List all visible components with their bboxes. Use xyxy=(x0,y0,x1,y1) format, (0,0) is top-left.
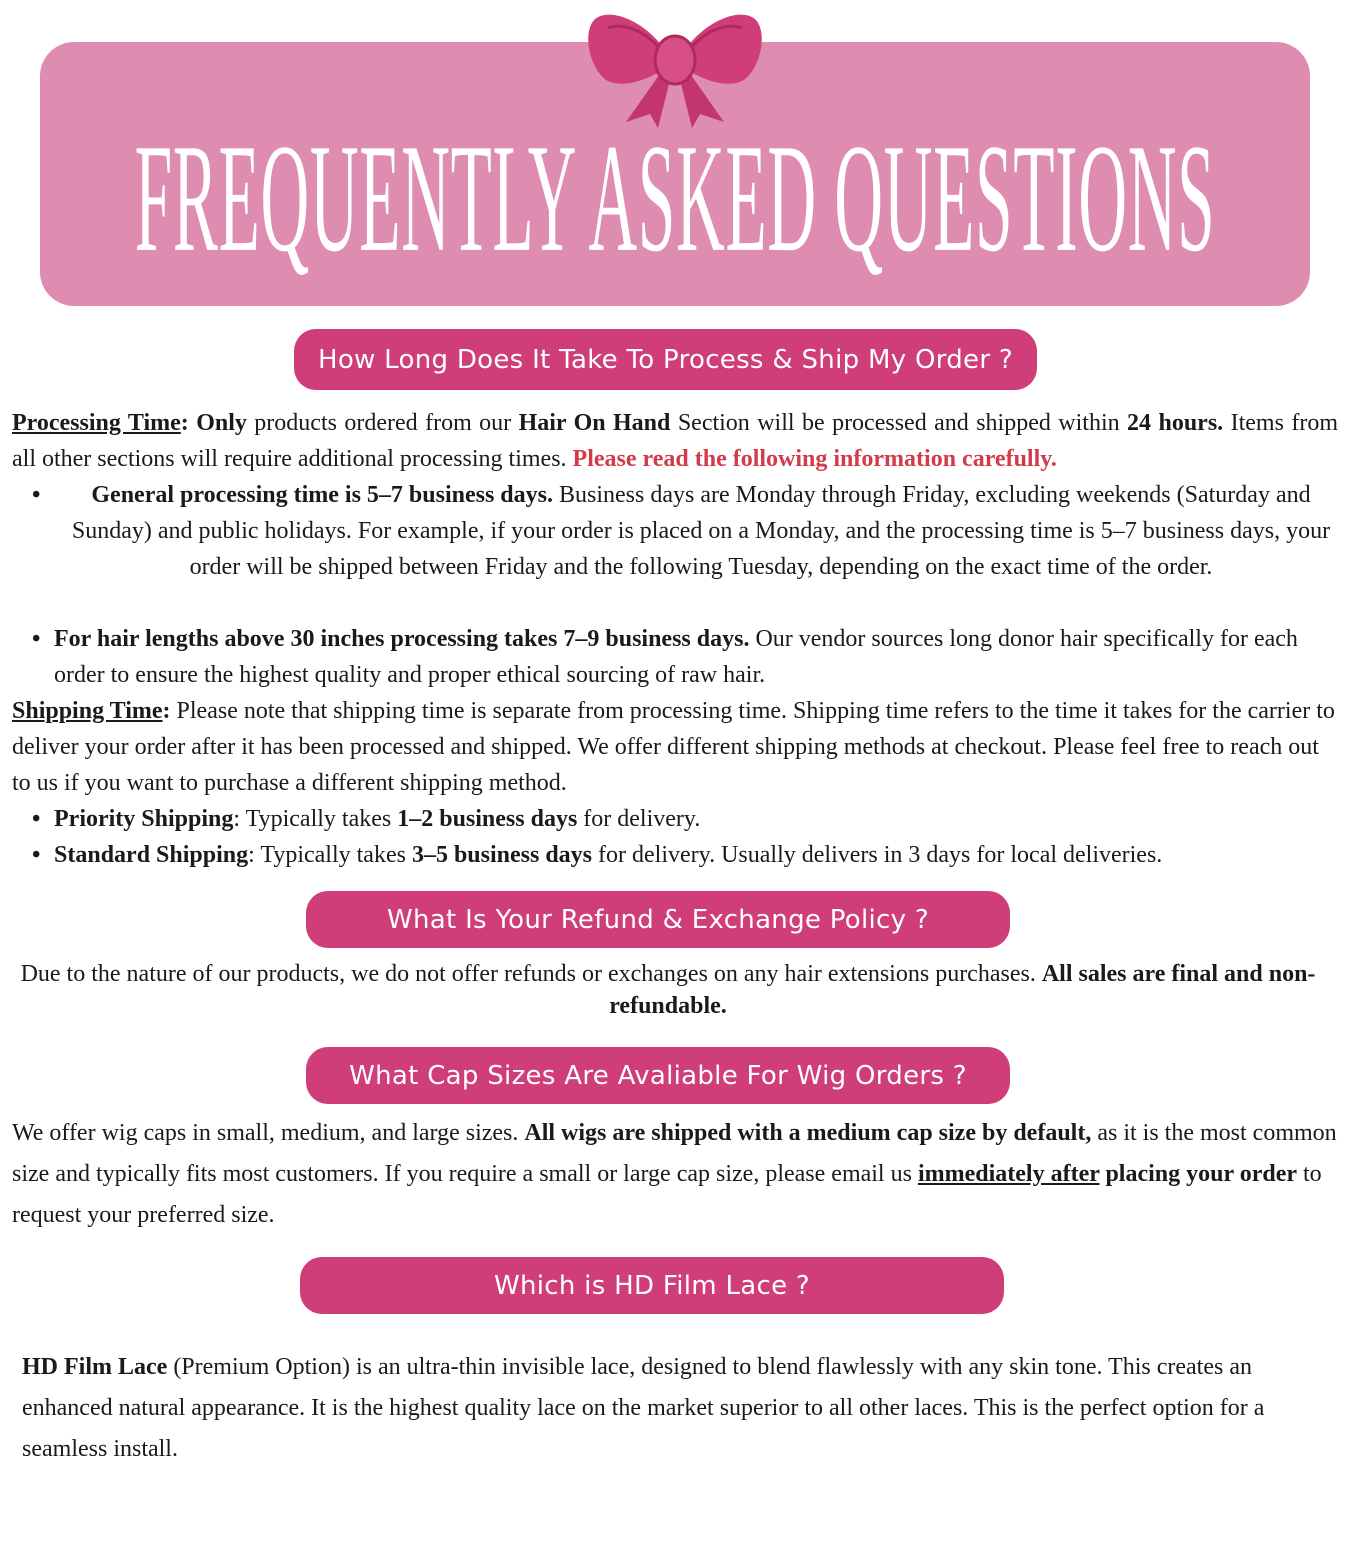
priority-shipping-item: • Priority Shipping: Typically takes 1–2 business days for delivery. xyxy=(32,806,701,832)
processing-text-2: Section will be processed and shipped within xyxy=(670,410,1128,436)
section-heading-text: What Cap Sizes Are Avaliable For Wig Orders ? xyxy=(349,1060,967,1091)
section-heading-cap-sizes xyxy=(306,1047,1010,1104)
processing-text-3: Items from all other sections will require additional processing times. xyxy=(12,410,1338,472)
shipping-option-name: Priority Shipping xyxy=(54,806,234,832)
shipping-option-text: for delivery. xyxy=(577,806,701,832)
shipping-option-name: Standard Shipping xyxy=(54,842,249,868)
section-heading-text: How Long Does It Take To Process & Ship My Order ? xyxy=(317,344,1013,375)
refund-paragraph xyxy=(8,958,1328,1022)
hair-on-hand-text: Hair On Hand xyxy=(518,410,671,436)
standard-shipping-item: • Standard Shipping: Typically takes 3–5 business days for delivery. Usually delivers in 3 days for local deliveries. xyxy=(32,842,1163,868)
shipping-time-paragraph: Shipping Time: Please note that shipping time is separate from processing time. Shipping time refers to the time it takes for the carrier to deliver your order after it has been processed and shipped. We offer different shipping methods at checkout. Please feel free to reach out to us if you want to purchase a different shipping method. xyxy=(12,698,1335,796)
section-heading-hd-lace xyxy=(300,1257,1004,1314)
shipping-option-days: 3–5 business days xyxy=(411,842,593,868)
processing-time-paragraph: Processing Time: Only products ordered from our Hair On Hand Section will be processed and shipped within 24 hours. Items from all other sections will require additional processing times. Please read the following information carefully. xyxy=(12,410,1338,472)
only-text: Only xyxy=(196,410,247,436)
section-heading-text: What Is Your Refund & Exchange Policy ? xyxy=(387,904,929,935)
cap-text-1: We offer wig caps in small, medium, and large sizes. xyxy=(12,1120,525,1146)
cap-text-3: to request your preferred size. xyxy=(12,1161,1322,1228)
cap-bold-underlined: immediately after xyxy=(917,1161,1100,1187)
refund-bold-text: All sales are final and non-refundable. xyxy=(609,961,1316,1019)
cap-bold-3: placing your order xyxy=(1099,1161,1298,1187)
shipping-time-label: Shipping Time xyxy=(12,698,163,724)
bullet-bold-text: For hair lengths above 30 inches processing takes 7–9 business days. xyxy=(54,626,750,652)
section-heading-text: Which is HD Film Lace ? xyxy=(493,1270,811,1301)
refund-text: Due to the nature of our products, we do not offer refunds or exchanges on any hair extensions purchases. xyxy=(20,961,1042,987)
hours-text: 24 hours. xyxy=(1127,410,1224,436)
faq-title-wrap xyxy=(40,98,1310,278)
shipping-option-days: 1–2 business days xyxy=(397,806,578,832)
bullet-general-processing: • General processing time is 5–7 business days. Business days are Monday through Friday, excluding weekends (Saturday and Sunday) and public holidays. For example, if your order is placed on a Monday, and the processing time is 5–7 business days, your order will be shipped between Friday and the following Tuesday, depending on the exact time of the order. xyxy=(32,482,1331,580)
processing-time-label: Processing Time xyxy=(12,410,181,436)
bullet-long-hair-processing: • For hair lengths above 30 inches processing takes 7–9 business days. Our vendor sources long donor hair specifically for each order to ensure the highest quality and proper ethical sourcing of raw hair. xyxy=(32,626,1298,688)
bullet-text: Business days are Monday through Friday, excluding weekends (Saturday and Sunday) and public holidays. For example, if your order is placed on a Monday, and the processing time is 5–7 business days, your order will be shipped between Friday and the following Tuesday, depending on the exact time of the order. xyxy=(71,482,1331,580)
bullet-bold-text: General processing time is 5–7 business days. xyxy=(91,482,553,508)
cap-sizes-paragraph xyxy=(12,1113,1338,1236)
bullet-text: Our vendor sources long donor hair specifically for each order to ensure the highest quality and proper ethical sourcing of raw hair. xyxy=(54,626,1298,688)
cap-bold-1: All wigs are shipped with a medium cap size by default, xyxy=(524,1120,1092,1146)
shipping-option-text: : Typically takes xyxy=(248,842,412,868)
hd-lace-text: (Premium Option) is an ultra-thin invisible lace, designed to blend flawlessly with any skin tone. This creates an enhanced natural appearance. It is the highest quality lace on the market superior to all other laces. This is the perfect option for a seamless install. xyxy=(22,1354,1265,1462)
page-title: FREQUENTLY ASKED QUESTIONS xyxy=(134,111,1216,278)
hd-lace-bold: HD Film Lace xyxy=(22,1354,168,1380)
section-heading-refund xyxy=(306,891,1010,948)
shipping-option-text: : Typically takes xyxy=(233,806,398,832)
processing-text-1: products ordered from our xyxy=(246,410,519,436)
warning-text: Please read the following information carefully. xyxy=(572,446,1057,472)
shipping-text: Please note that shipping time is separate from processing time. Shipping time refers to the time it takes for the carrier to deliver your order after it has been processed and shipped. We offer different shipping methods at checkout. Please feel free to reach out to us if you want to purchase a different shipping method. xyxy=(12,698,1335,796)
hd-lace-paragraph xyxy=(22,1347,1340,1470)
section-heading-processing xyxy=(294,329,1037,390)
shipping-option-text: for delivery. Usually delivers in 3 days for local deliveries. xyxy=(592,842,1163,868)
cap-text-2: as it is the most common size and typically fits most customers. If you require a small or large cap size, please email us xyxy=(12,1120,1337,1187)
